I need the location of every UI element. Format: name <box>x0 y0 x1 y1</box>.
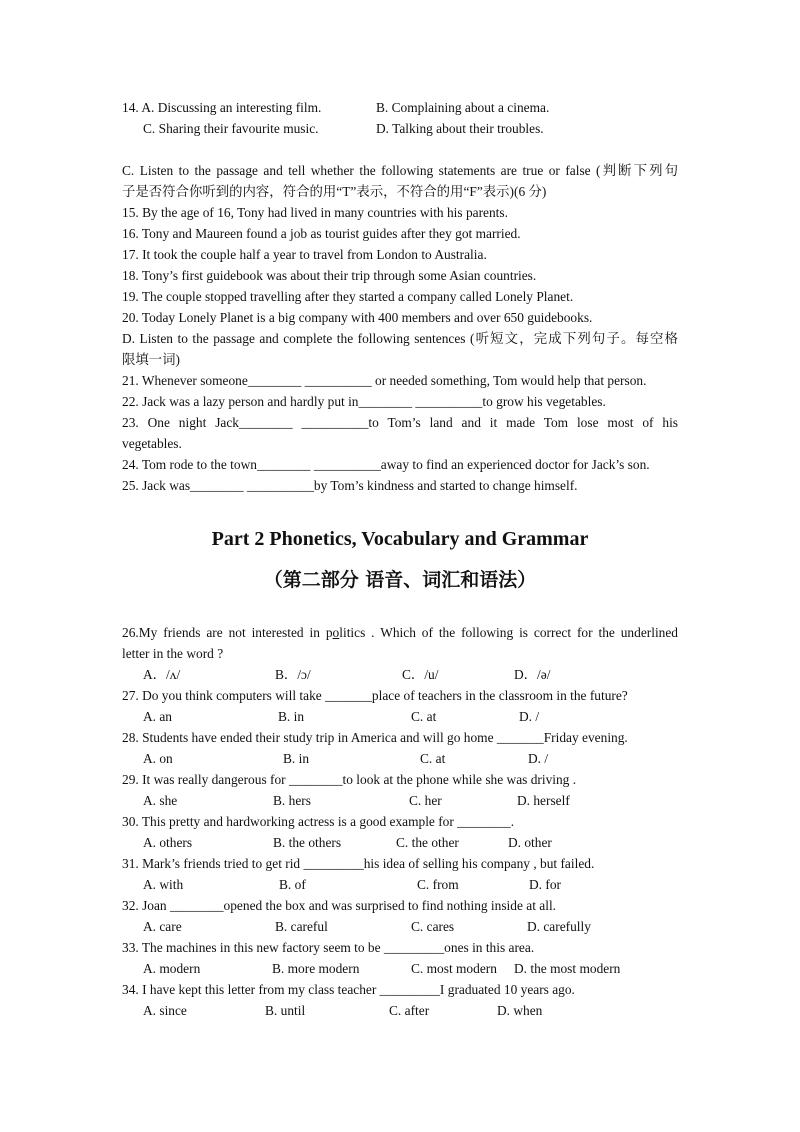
q32-option-a: A. care <box>143 919 182 934</box>
q34-option-c: C. after <box>389 1003 430 1018</box>
q33-option-a: A. modern <box>143 961 201 976</box>
question-26-cont: letter in the word ? <box>122 646 224 661</box>
section-d-instructions: D. Listen to the passage and complete the following sentences (听短文，完成下列句子。每空格 <box>122 331 678 346</box>
q31-option-d: D. for <box>529 877 561 892</box>
q27-option-a: A. an <box>143 709 173 724</box>
question-26 <box>122 622 678 643</box>
section-c-instructions: C. Listen to the passage and tell whether the following statements are true or false (判断下列句 <box>122 163 678 178</box>
q27-option-b: B. in <box>278 709 305 724</box>
q29-option-b: B. hers <box>273 793 311 808</box>
question-29: 29. It was really dangerous for ________to look at the phone while she was driving . <box>122 772 577 787</box>
q30-option-d: D. other <box>508 835 552 850</box>
section-d-instructions-cont: 限填一词) <box>122 352 181 367</box>
q31-option-b: B. of <box>279 877 306 892</box>
q31-option-a: A. with <box>143 877 184 892</box>
q28-option-a: A. on <box>143 751 173 766</box>
q29-option-d: D. herself <box>517 793 570 808</box>
question-31: 31. Mark’s friends tried to get rid _________his idea of selling his company , but failed. <box>122 856 595 871</box>
q14-option-d: D. Talking about their troubles. <box>376 121 544 136</box>
q29-option-c: C. her <box>409 793 442 808</box>
question-16: 16. Tony and Maureen found a job as tourist guides after they got married. <box>122 226 521 241</box>
q29-option-a: A. she <box>143 793 178 808</box>
question-23-cont: vegetables. <box>122 436 182 451</box>
part2-title: Part 2 Phonetics, Vocabulary and Grammar <box>211 528 589 550</box>
question-24: 24. Tom rode to the town________ __________away to find an experienced doctor for Jack’s son. <box>122 457 650 472</box>
section-c-instructions-cont: 子是否符合你听到的内容，符合的用“T”表示，不符合的用“F”表示)(6 分) <box>122 184 547 199</box>
question-20: 20. Today Lonely Planet is a big company with 400 members and over 650 guidebooks. <box>122 310 593 325</box>
q34-option-b: B. until <box>265 1003 306 1018</box>
q26-option-a: A．/ʌ/ <box>143 667 181 682</box>
question-33: 33. The machines in this new factory seem to be _________ones in this area. <box>122 940 535 955</box>
q31-option-c: C. from <box>417 877 459 892</box>
question-15: 15. By the age of 16, Tony had lived in many countries with his parents. <box>122 205 508 220</box>
q14-option-a: 14. A. Discussing an interesting film. <box>122 100 322 115</box>
q33-option-b: B. more modern <box>272 961 360 976</box>
part2-subtitle: （第二部分 语音、词汇和语法） <box>263 569 537 591</box>
q28-option-d: D. / <box>528 751 549 766</box>
question-21: 21. Whenever someone________ __________ or needed something, Tom would help that person. <box>122 373 647 388</box>
q14-option-c: C. Sharing their favourite music. <box>143 121 319 136</box>
question-19: 19. The couple stopped travelling after they started a company called Lonely Planet. <box>122 289 574 304</box>
question-27: 27. Do you think computers will take _______place of teachers in the classroom in the future? <box>122 688 628 703</box>
q32-option-c: C. cares <box>411 919 455 934</box>
q27-option-c: C. at <box>411 709 437 724</box>
question-25: 25. Jack was________ __________by Tom’s kindness and started to change himself. <box>122 478 578 493</box>
q34-option-a: A. since <box>143 1003 187 1018</box>
q26-option-c: C．/u/ <box>402 667 439 682</box>
question-17: 17. It took the couple half a year to travel from London to Australia. <box>122 247 487 262</box>
question-22: 22. Jack was a lazy person and hardly put in________ __________to grow his vegetables. <box>122 394 606 409</box>
q27-option-d: D. / <box>519 709 540 724</box>
q28-option-b: B. in <box>283 751 310 766</box>
q30-option-c: C. the other <box>396 835 459 850</box>
question-26-post: litics . Which of the following is correct for the underlined <box>339 625 678 640</box>
question-28: 28. Students have ended their study trip in America and will go home _______Friday evening. <box>122 730 628 745</box>
q26-option-b: B．/ɔ/ <box>275 667 311 682</box>
question-34: 34. I have kept this letter from my class teacher _________I graduated 10 years ago. <box>122 982 575 997</box>
q14-option-b: B. Complaining about a cinema. <box>376 100 550 115</box>
q30-option-b: B. the others <box>273 835 342 850</box>
q33-option-c: C. most modern <box>411 961 497 976</box>
q26-option-d: D．/ə/ <box>514 667 551 682</box>
question-32: 32. Joan ________opened the box and was surprised to find nothing inside at all. <box>122 898 557 913</box>
question-26-pre: 26.My friends are not interested in p <box>122 625 333 640</box>
q30-option-a: A. others <box>143 835 193 850</box>
q28-option-c: C. at <box>420 751 446 766</box>
q33-option-d: D. the most modern <box>514 961 621 976</box>
q32-option-b: B. careful <box>275 919 328 934</box>
question-30: 30. This pretty and hardworking actress is a good example for ________. <box>122 814 515 829</box>
q32-option-d: D. carefully <box>527 919 591 934</box>
q34-option-d: D. when <box>497 1003 543 1018</box>
question-18: 18. Tony’s first guidebook was about their trip through some Asian countries. <box>122 268 537 283</box>
underlined-letter: o <box>332 625 340 640</box>
question-23: 23. One night Jack________ __________to Tom’s land and it made Tom lose most of his <box>122 415 678 430</box>
